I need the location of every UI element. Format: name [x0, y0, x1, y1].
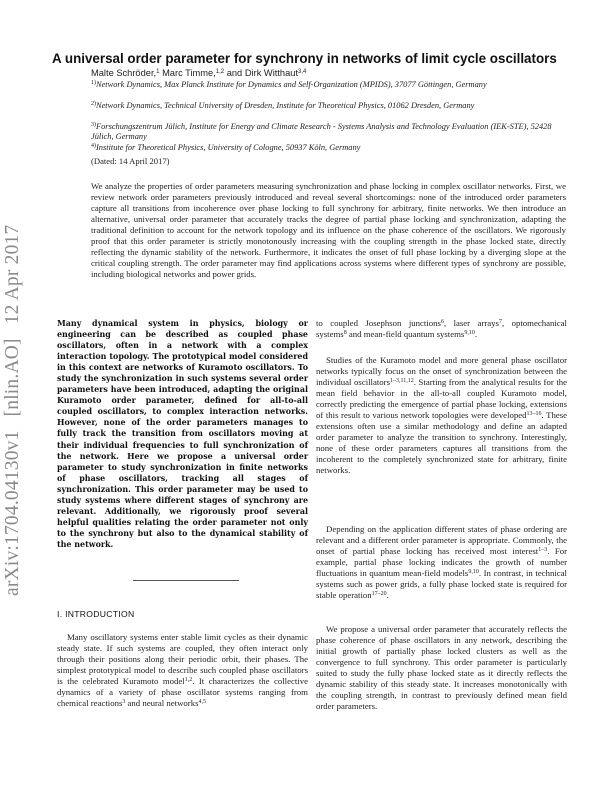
paragraph-text: , optomechanical systems [316, 318, 567, 340]
paragraph-text: and neural networks [125, 698, 199, 709]
teaser-divider-rule [133, 580, 239, 581]
author-name: and Dirk Witthaut [226, 68, 299, 78]
paragraph-text: . [474, 329, 478, 340]
citation-reference[interactable]: 17–20 [371, 591, 387, 598]
arxiv-identifier-stamp [2, 196, 24, 596]
affiliation-number: 1) [91, 80, 96, 86]
affiliation [91, 143, 561, 153]
intro-paragraph [316, 524, 567, 601]
paper-title: A universal order parameter for synchrony in networks of limit cycle oscillators [52, 51, 557, 66]
citation-reference[interactable]: 13–16 [526, 411, 542, 418]
author-list [91, 68, 306, 78]
citation-reference[interactable]: 3 [122, 699, 126, 706]
intro-paragraph [316, 624, 567, 712]
affiliation-text: Network Dynamics, Max Planck Institute for Dynamics and Self-Organization (MPIDS), 37077 Göttingen, Germany [96, 80, 487, 89]
affiliation-number: 2) [91, 101, 96, 107]
arxiv-category: [nlin.AO] [2, 338, 23, 417]
paragraph-text: Studies of the Kuramoto model and more general phase oscillator networks typically focus on the onset of synchronization between the individual oscillators [316, 355, 567, 388]
section-heading-introduction: I. INTRODUCTION [57, 609, 135, 619]
abstract: We analyze the properties of order parameters measuring synchronization and phase locking in complex oscillator networks. First, we review network order parameters previously introduced and reveal several shortcomings: none of the introduced order parameters capture all transitions from incoherence over phase locking to full synchrony for arbitrary, finite networks. We then introduce an alternative, universal order parameter that accurately tracks the degree of partial phase locking and synchronization, adapting the traditional definition to account for the network topology and its influence on the phase coherence of the oscillators. We rigorously proof that this order parameter is strictly monotonously increasing with the coupling strength in the phase locked state, directly reflecting the dynamic stability of the network. Furthermore, it indicates the onset of full phase locking by a diverging slope at the critical coupling strength. The order parameter may find applications across systems where different types of synchrony are possible, including biological networks and power grids. [91, 180, 566, 280]
citation-reference[interactable]: 9,10 [468, 569, 479, 576]
paragraph-text: . Starting from the analytical results for the mean field behavior in the all-to-all coupled Kuramoto model, correctly predicting the emergence of partial phase locking, extensions of this result to various network topologies were developed [316, 377, 568, 421]
author-affiliation-marker: 1 [156, 69, 160, 75]
citation-reference[interactable]: 8 [343, 330, 347, 337]
citation-reference[interactable]: 9,10 [464, 330, 475, 337]
paragraph-text: , laser arrays [443, 318, 499, 328]
affiliation-text: Network Dynamics, Technical University of Dresden, Institute for Theoretical Physics, 01062 Dresden, Germany [96, 101, 475, 110]
paragraph-text: to coupled Josephson junctions [316, 318, 441, 328]
affiliation-text: Forschungszentrum Jülich, Institute for Energy and Climate Research - Systems Analysis and Technology Evaluation (IEK-STE), 52428 Jülich, Germany [91, 122, 552, 142]
citation-reference[interactable]: 7 [498, 319, 502, 325]
citation-reference[interactable]: 1–3 [538, 547, 548, 554]
affiliation [91, 122, 561, 142]
affiliation-text: Institute for Theoretical Physics, University of Cologne, 50937 Köln, Germany [96, 143, 361, 152]
paragraph-text: Many oscillatory systems enter stable limit cycles as their dynamic steady state. If such systems are coupled, they often interact only through their positions along their periodic orbit, their phases. The simplest prototypical model to describe such coupled phase oscillators is the celebrated Kuramoto model [57, 632, 308, 687]
date-line: (Dated: 14 April 2017) [91, 156, 170, 166]
arxiv-date: 12 Apr 2017 [2, 224, 23, 325]
author-name: Marc Timme, [162, 68, 216, 78]
arxiv-id: arXiv:1704.04130v1 [2, 430, 23, 596]
affiliation-number: 4) [91, 143, 96, 149]
affiliation [91, 101, 561, 111]
affiliation [91, 80, 561, 90]
affiliation-number: 3) [91, 122, 96, 128]
paragraph-text: . For example, partial phase locking indicates the growth of number fluctuations in quantum mean-field models [316, 546, 568, 579]
paragraph-text: . [386, 590, 389, 601]
citation-reference[interactable]: 6 [440, 319, 444, 325]
intro-paragraph [316, 355, 567, 477]
author-affiliation-marker: 1,2 [215, 69, 225, 75]
paragraph-text: We propose a universal order parameter that accurately reflects the phase coherence of phase oscillators in any network, describing the initial growth of partially phase locked clusters as well as the convergence to full synchrony. This order parameter is particularly suited to study the fully phase locked state as it directly reflects the dynamic stability of this steady state. It increases monotonically with the coupling strength, in contrast to previously defined mean field order parameters. [316, 624, 567, 712]
paragraph-text: . These extensions often use a similar methodology and define an adapted order parameter to analyze the transition to synchrony. Interestingly, none of these order parameters captures all transitions from the incoherent to the completely synchronized state for arbitrary, finite networks. [316, 410, 567, 476]
author-name: Malte Schröder, [91, 68, 157, 78]
citation-reference[interactable]: 4,5 [198, 699, 206, 706]
paragraph-text: . In contrast, in technical systems such as power grids, a fully phase locked state is required for stable operation [316, 568, 567, 601]
author-affiliation-marker: 3,4 [298, 69, 307, 75]
paragraph-text: . It characterizes the collective dynamics of a variety of phase oscillator systems ranging from chemical reactions [57, 676, 308, 709]
intro-paragraph-continued [316, 318, 567, 340]
citation-reference[interactable]: 1,2 [184, 677, 193, 684]
left-column [57, 318, 308, 550]
lay-summary-teaser: Many dynamical system in physics, biology or engineering can be described as coupled phase oscillators, often in a network with a complex interaction topology. The prototypical model considered in this context are networks of Kuramoto oscillators. To study the synchronization in such systems several order parameters have been introduced, adapting the original Kuramoto order parameter, defined for all-to-all coupled oscillators, to complex interaction networks. However, none of the order parameters manages to fully track the transition from oscillators moving at their individual frequencies to full synchronization of the network. Here we propose a universal order parameter to study synchronization in finite networks of phase oscillators, tracking all stages of synchronization. This order parameter may be used to study systems where different stages of synchrony are relevant. Additionally, we rigorously proof several helpful qualities relating the order parameter not only to the synchrony but also to the dynamical stability of the network. [57, 319, 308, 549]
paragraph-text: and mean-field quantum systems [346, 329, 465, 340]
paragraph-text: Depending on the application different states of phase ordering are relevant and a different order parameter is appropriate. Commonly, the onset of partial phase locking has received most interest [316, 524, 567, 557]
intro-paragraph [57, 632, 308, 709]
citation-reference[interactable]: 1–3,11,12 [390, 378, 414, 385]
